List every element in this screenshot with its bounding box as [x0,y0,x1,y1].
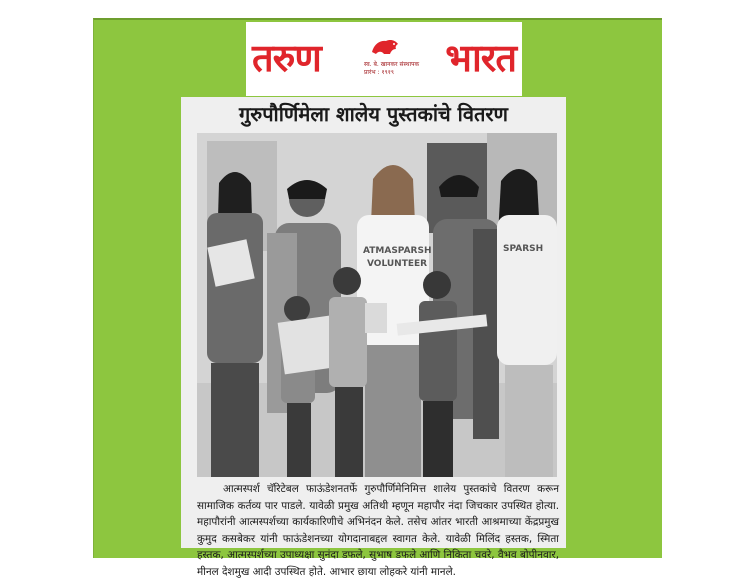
shirt-text-2: VOLUNTEER [367,259,428,269]
lion-logo-icon [370,36,400,58]
shirt-text-3: SPARSH [503,244,544,254]
masthead-name-right: भारत [445,36,516,80]
shirt-text-1: ATMASPARSH [363,246,432,256]
masthead-founded: प्रारंभ : १९१९ [364,69,394,76]
person-1 [207,172,263,477]
article-paragraph: आत्मस्पर्श चॅरिटेबल फाऊंडेशनतर्फे गुरुपौर्णिमेनिमित्त शालेय पुस्तकांचे वितरण करून सामाजिक कर्तव्य पार पाडले. यावेळी प्रमुख अतिथी म्हणून महापौर नंदा जिचकार उपस्थित होत्या. महापौरांनी आत्मस्पर्शच्या कार्यकारिणीचे अभिनंदन केले. तसेच आंतर भारती आश्रमाच्या केंद्रप्रमुख कुमुद कसबेकर यांनी फाऊंडेशनच्या योगदानाबद्दल स्वागत केले. यावेळी मिलिंद हस्तक, स्मिता हस्तक, आत्मस्पर्शच्या उपाध्यक्षा सुनंदा डफले, सुभाष डफले आणि निकिता चवरे, वैभव बोपीनवार, मीनल देशमुख आदी उपस्थित होते. आभार छाया लोहकरे यांनी मानले. [197,483,559,578]
article-body [197,481,559,581]
group-photo [197,133,557,477]
newspaper-masthead [246,22,522,96]
masthead-tagline: स्व. बे. खानकर संस्थापक [364,61,420,68]
masthead-name-left: तरुण [252,36,321,80]
newspaper-clipping [181,97,566,578]
article-headline: गुरुपौर्णिमेला शालेय पुस्तकांचे वितरण [238,102,509,126]
